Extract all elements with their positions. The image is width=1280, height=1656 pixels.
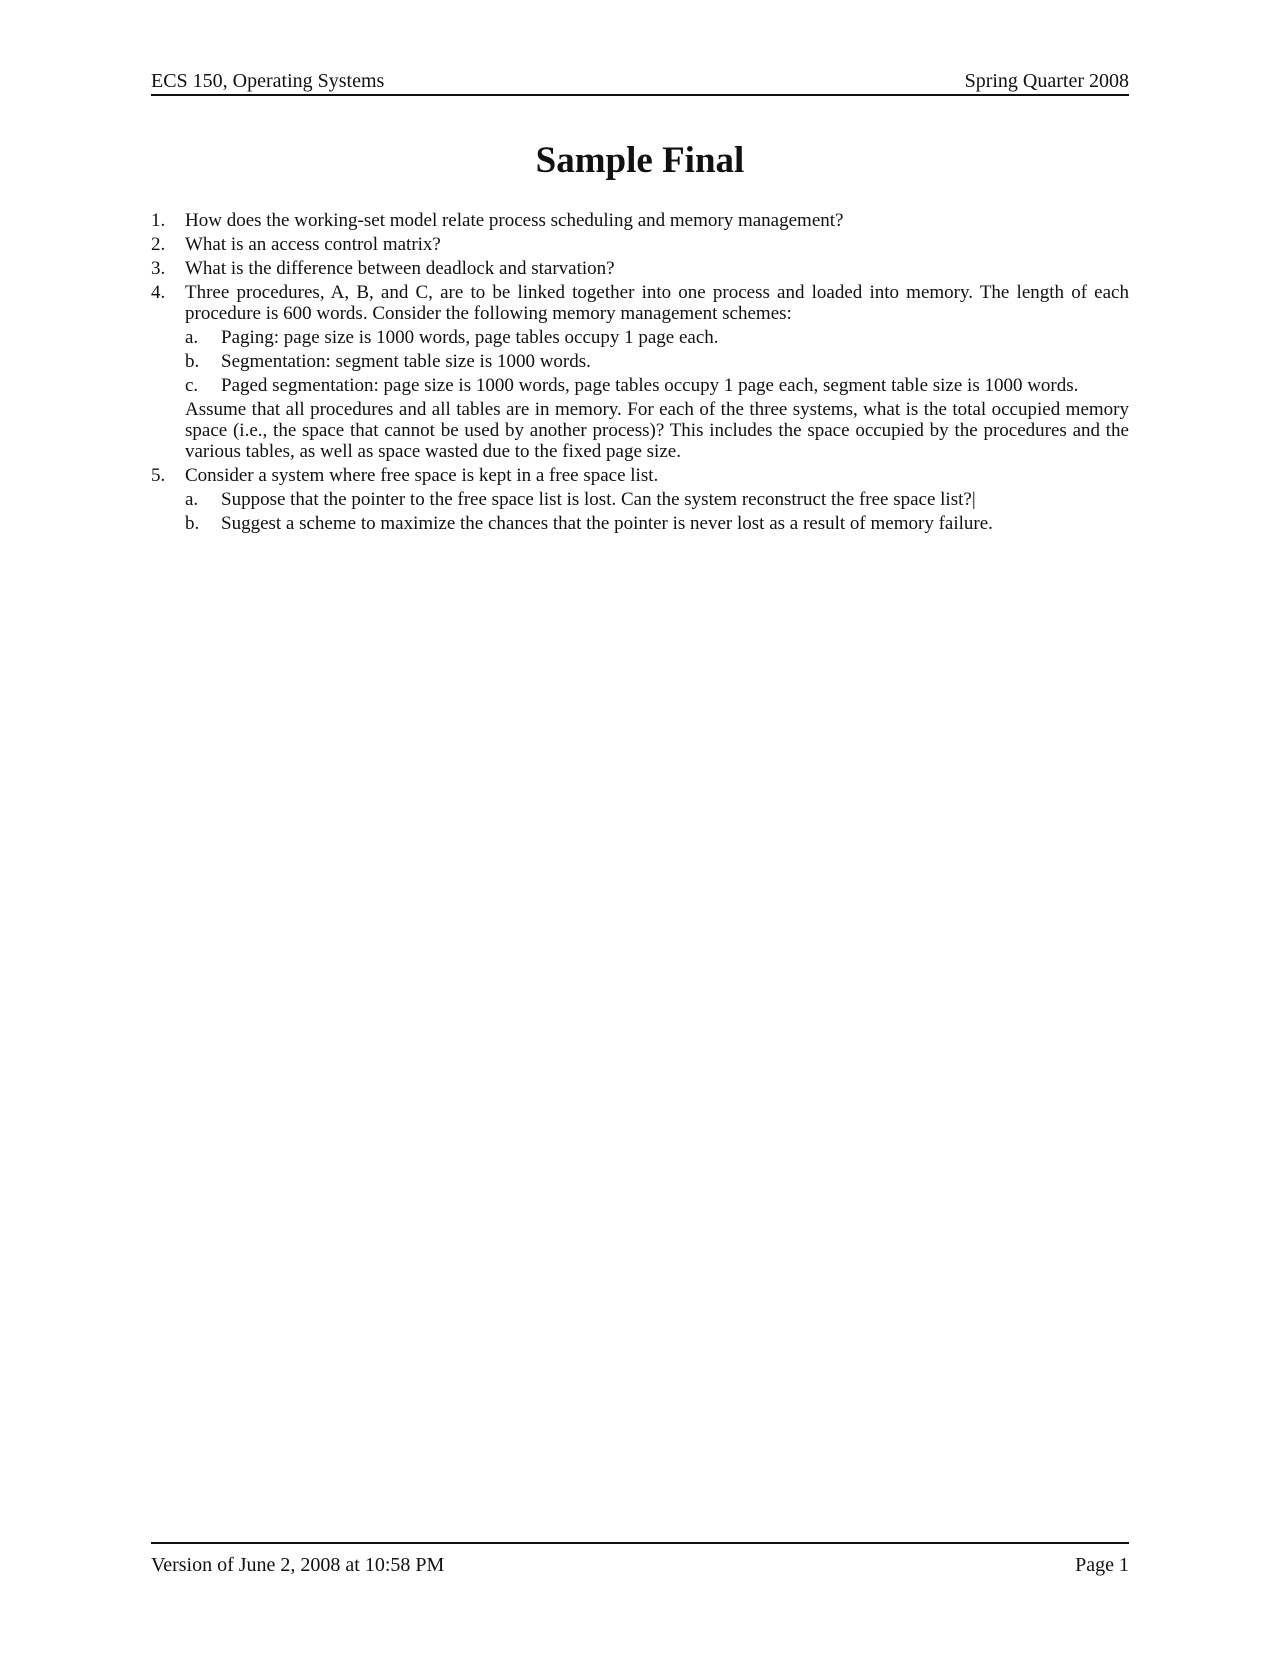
subquestion-letter: b. [185, 513, 200, 534]
question-text: What is the difference between deadlock and starvation? [185, 258, 615, 279]
question-4a [151, 327, 1129, 348]
question-4c [151, 375, 1129, 396]
question-4b [151, 351, 1129, 372]
subquestion-letter: a. [185, 327, 199, 348]
version-timestamp: Version of June 2, 2008 at 10:58 PM [151, 1554, 445, 1576]
subquestion-text: Suppose that the pointer to the free space list is lost. Can the system reconstruct the free space list?| [221, 489, 976, 510]
subquestion-text: Segmentation: segment table size is 1000 words. [221, 351, 591, 372]
question-number: 2. [151, 234, 166, 255]
subquestion-text: Paging: page size is 1000 words, page tables occupy 1 page each. [221, 327, 719, 348]
question-1 [151, 210, 1129, 231]
question-3 [151, 258, 1129, 279]
question-list [151, 210, 1129, 537]
question-5a [151, 489, 1129, 510]
page-title: Sample Final [535, 140, 745, 181]
course-title: ECS 150, Operating Systems [151, 70, 385, 92]
question-number: 1. [151, 210, 166, 231]
question-number: 4. [151, 282, 166, 303]
question-number: 5. [151, 465, 166, 486]
page-number: Page 1 [1075, 1554, 1129, 1576]
subquestion-letter: c. [185, 375, 199, 396]
page-footer [151, 1542, 1129, 1582]
subquestion-letter: b. [185, 351, 200, 372]
page-header [151, 68, 1129, 96]
subquestion-letter: a. [185, 489, 199, 510]
question-text: Three procedures, A, B, and C, are to be linked together into one process and loaded into memory. The length of each procedure is 600 words. Consider the following memory management schemes: [185, 282, 1129, 324]
question-4-continuation: Assume that all procedures and all tables are in memory. For each of the three systems, what is the total occupied memory space (i.e., the space that cannot be used by another process)? This includes the space occupied by the procedures and the various tables, as well as space wasted due to the fixed page size. [185, 399, 1129, 462]
question-text: What is an access control matrix? [185, 234, 441, 255]
document-page [151, 0, 1129, 1656]
question-5 [151, 465, 1129, 486]
question-text: Consider a system where free space is kept in a free space list. [185, 465, 659, 486]
subquestion-text: Paged segmentation: page size is 1000 words, page tables occupy 1 page each, segment table size is 1000 words. [221, 375, 1079, 396]
subquestion-text: Suggest a scheme to maximize the chances that the pointer is never lost as a result of memory failure. [221, 513, 993, 534]
question-2 [151, 234, 1129, 255]
question-5b [151, 513, 1129, 534]
question-4 [151, 282, 1129, 324]
question-number: 3. [151, 258, 166, 279]
question-text: How does the working-set model relate process scheduling and memory management? [185, 210, 844, 231]
term: Spring Quarter 2008 [964, 70, 1129, 92]
